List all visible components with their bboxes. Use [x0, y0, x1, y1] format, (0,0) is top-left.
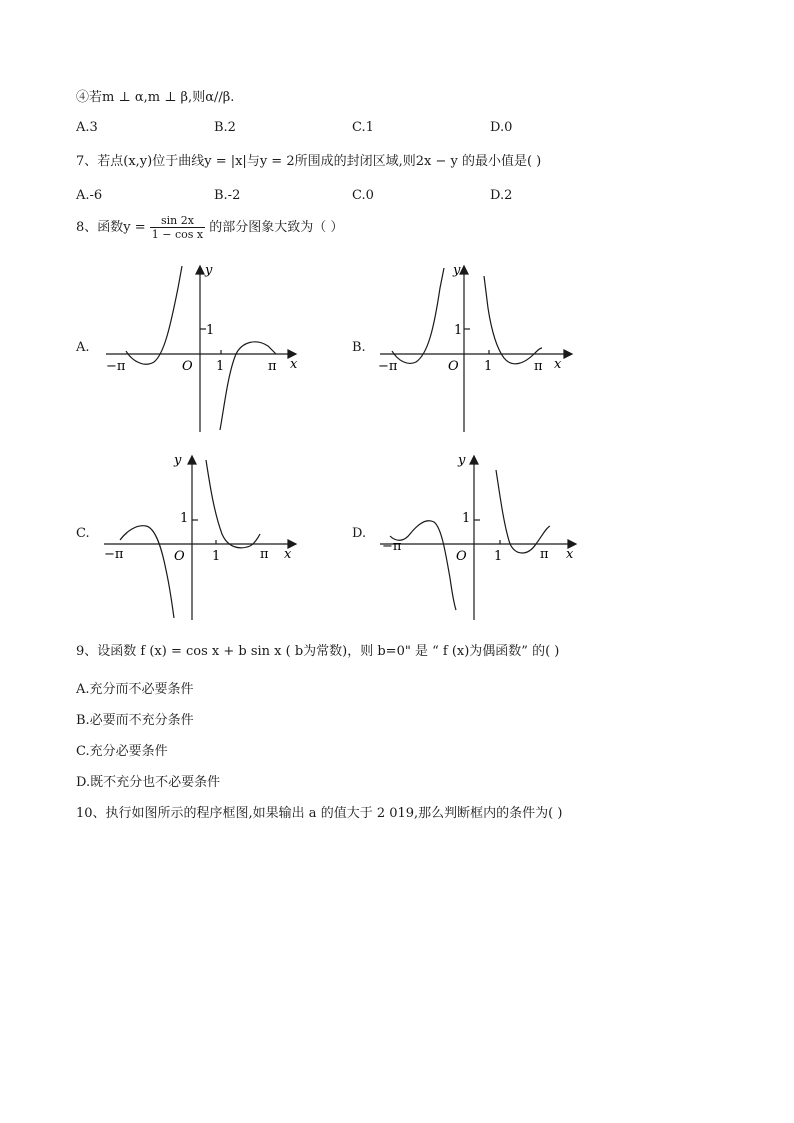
graph-b-label: B.	[352, 340, 366, 355]
q7-option-b: B.-2	[214, 188, 241, 203]
graph-a-y-label: y	[205, 263, 213, 278]
graph-a	[100, 258, 310, 434]
graph-c-curve-left	[120, 526, 174, 618]
graph-b-pi: π	[534, 359, 543, 374]
graph-a-curve-right	[220, 342, 276, 430]
q6-option-a: A.3	[76, 120, 98, 135]
graph-c-x-label: x	[284, 547, 292, 562]
graph-c-y-label: y	[174, 453, 182, 468]
graph-b-curve-right	[484, 276, 542, 364]
graph-b-x-label: x	[554, 357, 562, 372]
q7-option-d: D.2	[490, 188, 513, 203]
graph-c-y-arrow	[188, 456, 196, 464]
graph-d-y-arrow	[470, 456, 478, 464]
graph-d-label: D.	[352, 526, 367, 541]
graph-c	[100, 446, 310, 622]
graph-a-one-y: 1	[206, 323, 215, 338]
q6-option-b: B.2	[214, 120, 236, 135]
graph-b-one-y: 1	[454, 323, 463, 338]
q9-question: 9、设函数 f (x) = cos x + b sin x ( b为常数)，则 b=0" 是 “ f (x)为偶函数” 的( )	[76, 644, 560, 659]
graph-d-y-label: y	[458, 453, 466, 468]
q8-numerator: sin 2x	[150, 214, 205, 228]
graph-d-one-y: 1	[462, 511, 471, 526]
q7-option-c: C.0	[352, 188, 374, 203]
graph-b-y-label: y	[453, 263, 461, 278]
q8-prefix: 8、函数y =	[76, 220, 146, 235]
q9-option-a: A.充分而不必要条件	[76, 682, 194, 697]
graph-b-y-arrow	[460, 266, 468, 274]
graph-a-neg-pi: −π	[106, 359, 126, 374]
q10-question: 10、执行如图所示的程序框图,如果输出 a 的值大于 2 019,那么判断框内的条件为( )	[76, 806, 563, 821]
graph-a-label: A.	[76, 340, 90, 355]
q6-option-c: C.1	[352, 120, 374, 135]
graph-a-pi: π	[268, 359, 277, 374]
q8-question	[76, 214, 343, 241]
q6-statement-4: ④若m ⊥ α,m ⊥ β,则α//β.	[76, 90, 235, 105]
q9-option-d: D.既不充分也不必要条件	[76, 775, 221, 790]
q8-fraction	[150, 214, 205, 241]
graph-c-origin-label: O	[174, 549, 185, 564]
graph-d-origin-label: O	[456, 549, 467, 564]
graph-b-x-arrow	[564, 350, 572, 358]
graph-b	[376, 258, 586, 434]
graph-a-origin-label: O	[182, 359, 193, 374]
graph-c-neg-pi: −π	[104, 547, 124, 562]
q7-question: 7、若点(x,y)位于曲线y = |x|与y = 2所围成的封闭区域,则2x − y 的最小值是( )	[76, 154, 542, 169]
graph-a-x-label: x	[290, 357, 298, 372]
q6-option-d: D.0	[490, 120, 513, 135]
graph-d-one-x: 1	[494, 549, 503, 564]
graph-d-curve-left	[390, 521, 456, 610]
graph-c-one-y: 1	[180, 511, 189, 526]
q8-suffix: 的部分图象大致为（ ）	[209, 220, 344, 235]
graph-c-pi: π	[260, 547, 269, 562]
q8-denominator: 1 − cos x	[151, 228, 204, 241]
graph-b-curve-left	[392, 268, 444, 363]
q7-option-a: A.-6	[76, 188, 103, 203]
graph-b-neg-pi: −π	[378, 359, 398, 374]
graph-a-curve-left	[126, 266, 182, 364]
graph-d	[376, 446, 586, 622]
graph-c-label: C.	[76, 526, 90, 541]
graph-d-pi: π	[540, 547, 549, 562]
graph-b-origin-label: O	[448, 359, 459, 374]
q9-option-b: B.必要而不充分条件	[76, 713, 194, 728]
graph-a-y-arrow	[196, 266, 204, 274]
graph-c-curve-right	[206, 460, 260, 548]
graph-d-curve-right	[496, 470, 550, 553]
graph-a-one-x: 1	[216, 359, 225, 374]
graph-d-x-label: x	[566, 547, 574, 562]
graph-b-one-x: 1	[484, 359, 493, 374]
graph-c-one-x: 1	[212, 549, 221, 564]
q9-option-c: C.充分必要条件	[76, 744, 168, 759]
graph-d-neg-pi: −π	[382, 539, 402, 554]
